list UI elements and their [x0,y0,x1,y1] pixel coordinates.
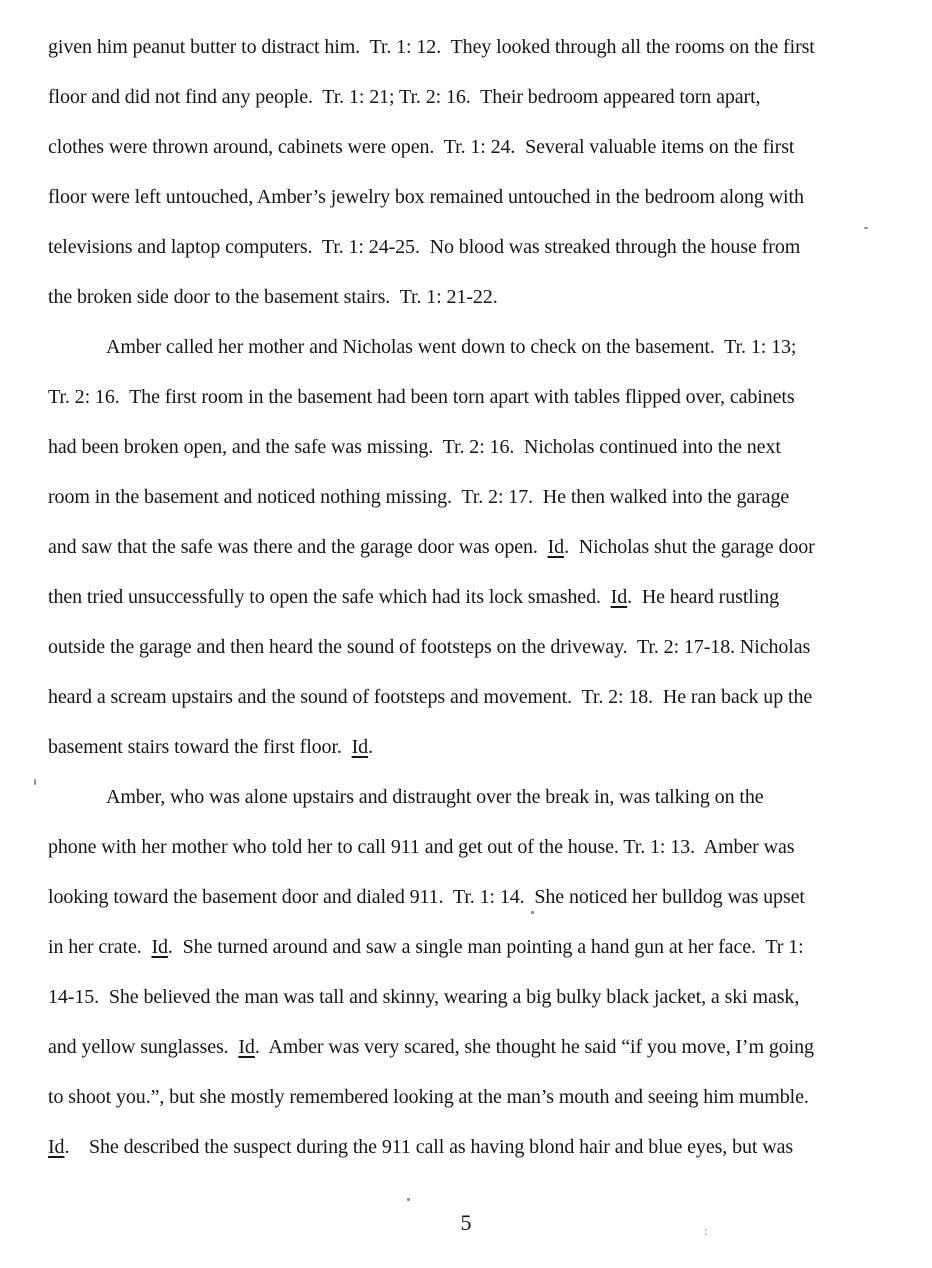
text-line [48,872,908,922]
citation-id-underlined: Id [48,1136,65,1158]
text-segment: . She turned around and saw a single man pointing a hand gun at her face. Tr 1: [167,936,804,958]
text-line [48,822,908,872]
scan-artifact [34,779,36,785]
text-line [48,172,908,222]
text-line [48,472,908,522]
text-segment: . Nicholas shut the garage door [564,536,815,558]
citation-id-underlined: Id [351,736,369,758]
text-segment: and saw that the safe was there and the garage door was open. [48,536,548,558]
text-segment: . [368,736,373,758]
text-segment: Amber, who was alone upstairs and distraught over the break in, was talking on the [106,786,764,808]
text-line [48,522,908,572]
citation-id-underlined: Id [238,1036,255,1058]
text-line [48,272,908,322]
text-segment: the broken side door to the basement stairs. Tr. 1: 21-22. [48,286,498,308]
text-segment: . He heard rustling [627,586,779,608]
text-segment: had been broken open, and the safe was missing. Tr. 2: 16. Nicholas continued into the next [48,436,781,458]
text-segment: in her crate. [48,936,152,958]
citation-id-underlined: Id [610,586,628,608]
text-segment: Tr. 2: 16. The first room in the basement had been torn apart with tables flipped over, cabinets [48,386,795,408]
text-line [48,422,908,472]
text-segment: floor were left untouched, Amber’s jewelry box remained untouched in the bedroom along with [48,186,804,208]
text-segment: televisions and laptop computers. Tr. 1: 24-25. No blood was streaked through the house from [48,236,801,258]
text-segment: . She described the suspect during the 911 call as having blond hair and blue eyes, but was [64,1136,794,1158]
scan-artifact [407,1198,410,1201]
text-line [48,722,908,772]
document-body [48,22,908,1172]
text-line [48,122,908,172]
scan-artifact: : [704,1223,708,1238]
text-line [48,672,908,722]
text-segment: 14-15. She believed the man was tall and skinny, wearing a big bulky black jacket, a ski mask, [48,986,800,1008]
text-segment: floor and did not find any people. Tr. 1: 21; Tr. 2: 16. Their bedroom appeared torn apart, [48,86,761,108]
text-segment: phone with her mother who told her to call 911 and get out of the house. Tr. 1: 13. Amber was [48,836,795,858]
text-segment: clothes were thrown around, cabinets were open. Tr. 1: 24. Several valuable items on the first [48,136,795,158]
text-segment: outside the garage and then heard the sound of footsteps on the driveway. Tr. 2: 17-18. Nicholas [48,636,811,658]
page-number: 5 [460,1210,472,1235]
text-segment: given him peanut butter to distract him. Tr. 1: 12. They looked through all the rooms on the first [48,36,815,58]
text-line [48,922,908,972]
text-segment: . Amber was very scared, she thought he said “if you move, I’m going [254,1036,814,1058]
scan-artifact [864,227,868,229]
text-line [48,72,908,122]
text-line [48,572,908,622]
citation-id-underlined: Id [547,536,565,558]
text-segment: looking toward the basement door and dialed 911. Tr. 1: 14. She noticed her bulldog was upset [48,886,805,908]
text-line [48,322,908,372]
text-line [48,972,908,1022]
text-line [48,22,908,72]
text-segment: Amber called her mother and Nicholas went down to check on the basement. Tr. 1: 13; [106,336,797,358]
text-segment: basement stairs toward the first floor. [48,736,352,758]
text-line [48,1022,908,1072]
text-line [48,622,908,672]
text-line [48,772,908,822]
text-line [48,1072,908,1122]
text-segment: room in the basement and noticed nothing missing. Tr. 2: 17. He then walked into the garage [48,486,790,508]
text-segment: to shoot you.”, but she mostly remembered looking at the man’s mouth and seeing him mumble. [48,1086,809,1108]
text-segment: heard a scream upstairs and the sound of footsteps and movement. Tr. 2: 18. He ran back up the [48,686,813,708]
text-segment: then tried unsuccessfully to open the safe which had its lock smashed. [48,586,611,608]
text-line [48,222,908,272]
citation-id-underlined: Id [151,936,168,958]
text-line [48,372,908,422]
text-segment: and yellow sunglasses. [48,1036,239,1058]
text-line [48,1122,908,1172]
scan-artifact [531,911,534,914]
